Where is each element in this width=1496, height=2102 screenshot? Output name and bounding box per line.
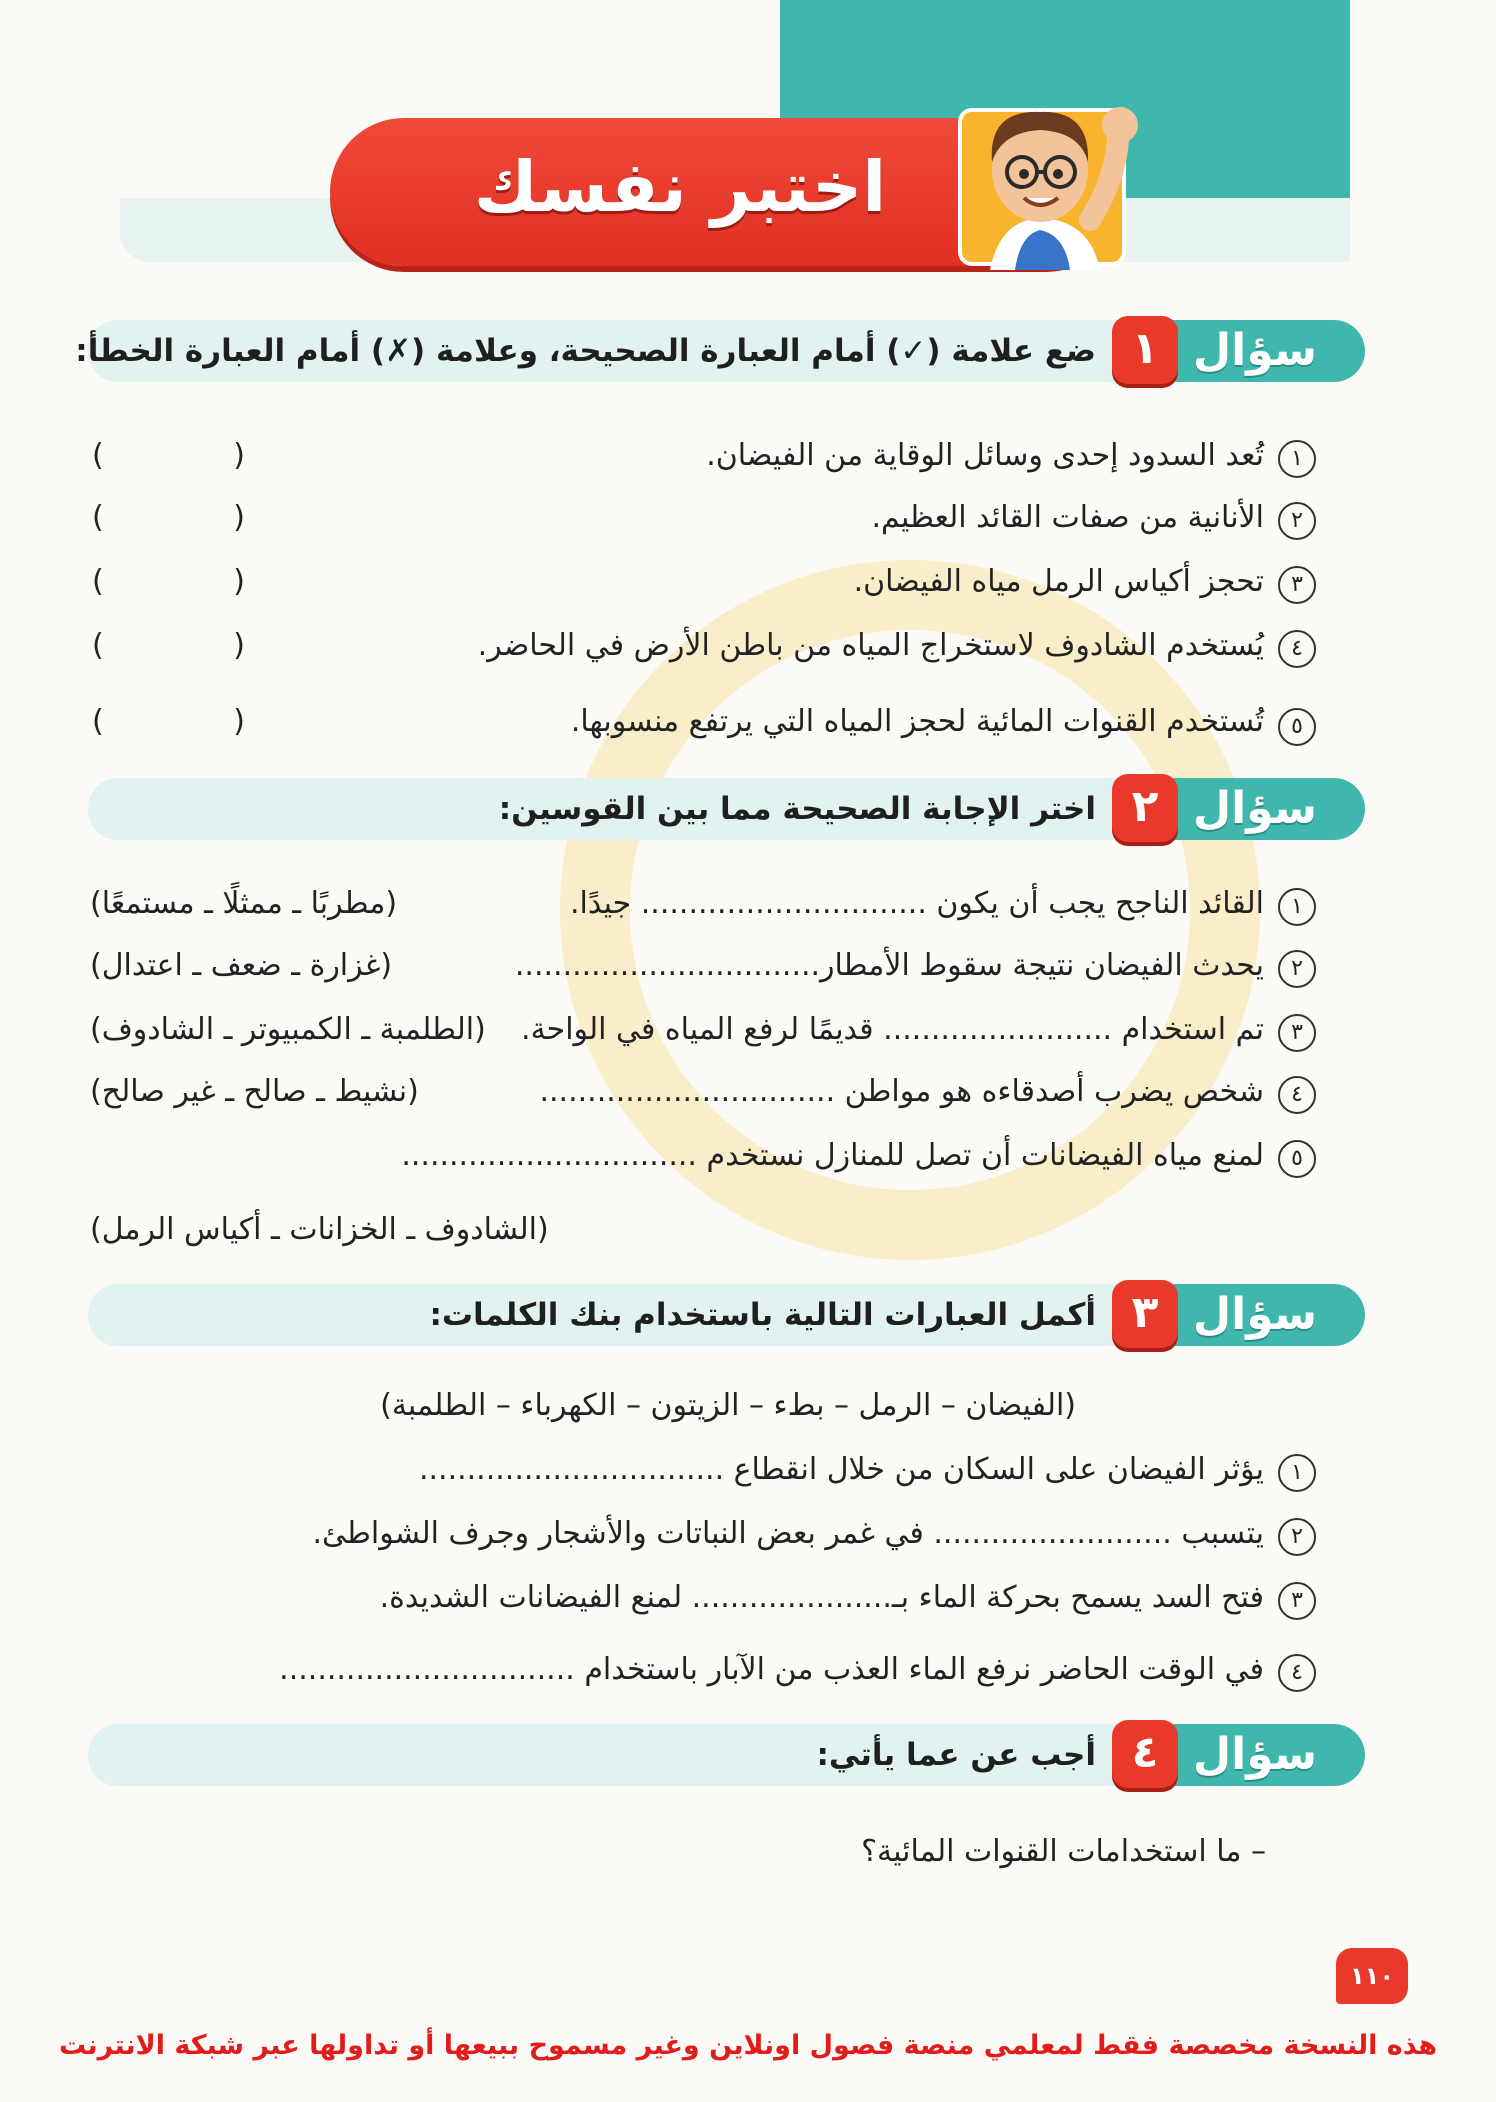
q2-item-3-number: ٣: [1278, 1014, 1316, 1052]
q3-item-2-number: ٢: [1278, 1518, 1316, 1556]
q2-item-2-choices: (غزارة ـ ضعف ـ اعتدال): [90, 948, 393, 983]
q2-item-2-number: ٢: [1278, 950, 1316, 988]
q1-item-5-answer-box[interactable]: ( ): [92, 704, 305, 739]
q3-item-4-text: في الوقت الحاضر نرفع الماء العذب من الآبار باستخدام ...............................: [279, 1652, 1264, 1687]
q1-item-1-number: ١: [1278, 440, 1316, 478]
q1-item-5-text: تُستخدم القنوات المائية لحجز المياه التي يرتفع منسوبها.: [570, 704, 1264, 739]
question-3-title: أكمل العبارات التالية باستخدام بنك الكلمات:: [429, 1297, 1096, 1333]
q1-item-1-text: تُعد السدود إحدى وسائل الوقاية من الفيضان.: [706, 438, 1264, 473]
q1-item-3-answer-box[interactable]: ( ): [92, 564, 305, 599]
q3-item-1-text: يؤثر الفيضان على السكان من خلال انقطاع ................................: [418, 1452, 1264, 1487]
question-4-number: ٤: [1112, 1720, 1178, 1788]
q2-item-1-text: القائد الناجح يجب أن يكون .............................. جيدًا.: [570, 886, 1264, 921]
q1-item-5-number: ٥: [1278, 708, 1316, 746]
q2-item-4-number: ٤: [1278, 1076, 1316, 1114]
q1-item-4-answer-box[interactable]: ( ): [92, 628, 305, 663]
q3-item-1-number: ١: [1278, 1454, 1316, 1492]
q1-item-1-answer-box[interactable]: ( ): [92, 438, 305, 473]
q1-item-2-answer-box[interactable]: ( ): [92, 500, 305, 535]
q1-item-3-number: ٣: [1278, 566, 1316, 604]
q2-item-2-text: يحدث الفيضان نتيجة سقوط الأمطار................................: [514, 948, 1264, 983]
q1-item-2-text: الأنانية من صفات القائد العظيم.: [871, 500, 1264, 535]
question-4-word: سؤال: [1192, 1729, 1318, 1780]
q2-item-4-choices: (نشيط ـ صالح ـ غير صالح): [90, 1074, 419, 1109]
q2-item-1-number: ١: [1278, 888, 1316, 926]
q3-item-4-number: ٤: [1278, 1654, 1316, 1692]
q3-item-3-number: ٣: [1278, 1582, 1316, 1620]
question-1-title: ضع علامة (✓) أمام العبارة الصحيحة، وعلامة (✗) أمام العبارة الخطأ:: [75, 333, 1096, 369]
q3-item-2-text: يتسبب ......................... في غمر بعض النباتات والأشجار وجرف الشواطئ.: [312, 1516, 1264, 1551]
question-2-number: ٢: [1112, 774, 1178, 842]
q4-item-1-text: – ما استخدامات القنوات المائية؟: [861, 1834, 1266, 1869]
q1-item-4-text: يُستخدم الشادوف لاستخراج المياه من باطن الأرض في الحاضر.: [477, 628, 1264, 663]
question-3-number: ٣: [1112, 1280, 1178, 1348]
q3-item-3-text: فتح السد يسمح بحركة الماء بـ..................... لمنع الفيضانات الشديدة.: [379, 1580, 1264, 1615]
page-title: اختبر نفسك: [473, 146, 887, 228]
question-1-number: ١: [1112, 316, 1178, 384]
question-1-word: سؤال: [1192, 325, 1318, 376]
q2-item-4-text: شخص يضرب أصدقاءه هو مواطن ...............................: [539, 1074, 1264, 1109]
waving-boy-icon: [940, 70, 1160, 270]
q2-item-5-number: ٥: [1278, 1140, 1316, 1178]
question-4-title: أجب عن عما يأتي:: [816, 1737, 1096, 1773]
page-number: ١١٠: [1336, 1948, 1408, 2004]
question-2-title: اختر الإجابة الصحيحة مما بين القوسين:: [498, 791, 1096, 827]
q2-item-5-text: لمنع مياه الفيضانات أن تصل للمنازل نستخدم ...............................: [401, 1138, 1264, 1173]
copyright-notice: هذه النسخة مخصصة فقط لمعلمي منصة فصول اونلاين وغير مسموح ببيعها أو تداولها عبر شبكة الانترنت: [58, 2030, 1438, 2061]
q1-item-3-text: تحجز أكياس الرمل مياه الفيضان.: [853, 564, 1264, 599]
question-3-word: سؤال: [1192, 1289, 1318, 1340]
q2-item-5-choices: (الشادوف ـ الخزانات ـ أكياس الرمل): [90, 1212, 549, 1247]
question-2-word: سؤال: [1192, 783, 1318, 834]
q2-item-3-text: تم استخدام ........................ قديمًا لرفع المياه في الواحة.: [521, 1012, 1264, 1047]
q1-item-4-number: ٤: [1278, 630, 1316, 668]
q2-item-1-choices: (مطربًا ـ ممثلًا ـ مستمعًا): [90, 886, 398, 921]
word-bank: (الفيضان – الرمل – بطء – الزيتون – الكهرباء – الطلمبة): [380, 1388, 1076, 1423]
q1-item-2-number: ٢: [1278, 502, 1316, 540]
q2-item-3-choices: (الطلمبة ـ الكمبيوتر ـ الشادوف): [90, 1012, 486, 1047]
